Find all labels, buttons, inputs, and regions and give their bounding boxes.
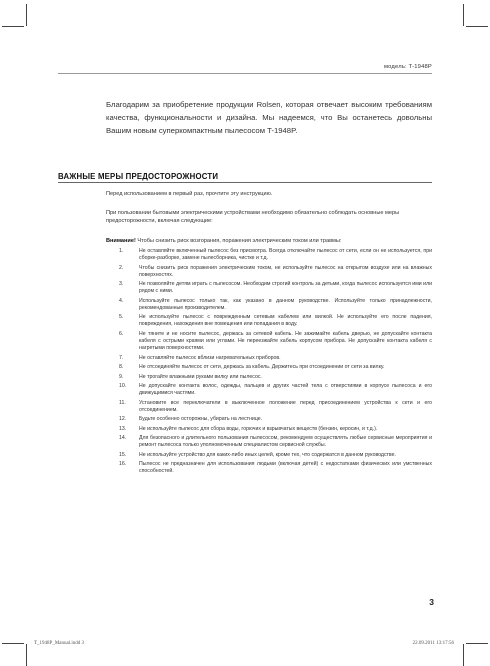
list-item (106, 452, 432, 459)
list-item-number: 5. (119, 314, 124, 321)
precautions-list (106, 248, 432, 478)
footer-timestamp: 22.09.2011 13:17:56 (412, 641, 454, 646)
list-item-text: Будьте особенно осторожны, убирать на лестнице. (139, 416, 263, 423)
list-item-number: 1. (119, 248, 124, 254)
intro-paragraph-1: Перед использованием в первый раз, прочтите эту инструкцию. (106, 191, 273, 197)
list-item-text: Не отсоединяйте пылесос от сети, держась за кабель. Держитесь при отсоединении от сети за вилку. (139, 364, 385, 371)
list-item-number: 12. (119, 416, 127, 423)
list-item (106, 298, 432, 312)
list-item-text: Установите все переключатели в выключенное положение перед присоединением устройства к сети и его отсоединением. (139, 399, 432, 413)
crop-mark (26, 4, 27, 26)
list-item-text: Не используйте устройство для каких-либо иных целей, кроме тех, что содержатся в данном руководстве. (139, 451, 396, 458)
list-item (106, 281, 432, 295)
list-item (106, 400, 432, 414)
list-item (106, 426, 432, 433)
list-item-text: Не допускайте контакта волос, одежды, пальцев и других частей тела с отверстиями в корпусе пылесоса и его движущимися частями. (139, 383, 432, 397)
thanks-paragraph: Благодарим за приобретение продукции Rolsen, которая отвечает высоким требованиям качества, функциональности и дизайна. Мы надеемся, что Вы останетесь довольны Вашим новым суперкомпактным пылесосом T-1948P. (106, 100, 432, 135)
list-item (106, 374, 432, 381)
list-item-number: 10. (119, 383, 127, 390)
page-number: 3 (429, 597, 434, 607)
list-item-text: Не используйте пылесос с поврежденным сетевым кабелем или вилкой. Не используйте его после падения, повреждения, нахождения вне помещения или попадания в воду. (139, 314, 432, 328)
list-item-text: Используйте пылесос только так, как указано в данном руководстве. Используйте только принадлежности, рекомендованные производителем. (139, 297, 432, 311)
list-item (106, 314, 432, 328)
list-item-text: Не оставляйте включенный пылесос без присмотра. Всегда отключайте пылесос от сети, если он не используется, при сборке-разборке, замене пылесборника, чистке и т.д. (139, 248, 432, 262)
list-item-number: 3. (119, 281, 124, 288)
list-item (106, 416, 432, 423)
crop-mark (2, 643, 24, 644)
crop-mark (26, 644, 27, 666)
list-item-number: 16. (119, 461, 127, 468)
list-item-text: Не оставляйте пылесос вблизи нагревательных приборов. (139, 354, 281, 361)
list-item-text: Пылесос не предназначен для использования людьми (включая детей) с недостатками физических или умственных способностей. (139, 461, 432, 475)
list-item-number: 11. (119, 399, 126, 406)
header-divider (58, 73, 432, 74)
list-item-number: 15. (119, 451, 127, 458)
list-item (106, 383, 432, 397)
list-item (106, 355, 432, 362)
list-item-number: 9. (119, 373, 124, 380)
list-item-text: Не трогайте влажными руками вилку или пылесос. (139, 373, 262, 380)
list-item-text: Не позволяйте детям играть с пылесосом. Необходим строгий контроль за детьми, когда пылесос используется ими или рядом с ними. (139, 281, 432, 295)
intro-paragraph-2: При пользовании бытовыми электрическими устройствами необходимо обязательно соблюдать основные меры предосторожности, включая следующие: (106, 210, 400, 224)
section-title: ВАЖНЫЕ МЕРЫ ПРЕДОСТОРОЖНОСТИ (58, 172, 219, 181)
list-item (106, 461, 432, 475)
warning-text: Чтобы снизить риск возгорания, поражения электрическим током или травмы: (135, 238, 342, 244)
list-item (106, 265, 432, 279)
warning-paragraph (106, 237, 432, 245)
section-divider (58, 182, 432, 183)
list-item (106, 364, 432, 371)
list-item-number: 14. (119, 435, 127, 442)
model-label: модель: T-1948P (383, 64, 432, 70)
list-item-number: 13. (119, 425, 127, 432)
crop-mark (466, 26, 488, 27)
warning-label: Внимание! (106, 238, 136, 244)
list-item-text: Не тяните и не носите пылесос, держась за сетевой кабель. Не зажимайте кабель дверью, не допускайте контакта кабеля с острыми краями или углами. Не переезжайте кабель корпусом прибора. Не допускайте контакта кабеля с нагретыми поверхностями. (139, 330, 432, 352)
list-item (106, 248, 432, 262)
list-item-number: 7. (119, 354, 124, 361)
list-item (106, 435, 432, 449)
crop-mark (466, 643, 488, 644)
list-item-number: 2. (119, 264, 124, 271)
list-item-text: Для безопасного и длительного пользования пылесосом, рекомендуем осуществлять любые сервисные мероприятия и ремонт пылесоса только уполномоченным специалистом сервисной службы. (139, 435, 432, 449)
crop-mark (463, 4, 464, 26)
crop-mark (2, 26, 24, 27)
crop-mark (463, 644, 464, 666)
list-item-text: Не используйте пылесос для сбора воды, горючих и взрывчатых веществ (бензин, керосин, и т.д.). (139, 425, 378, 432)
list-item-number: 8. (119, 364, 124, 371)
list-item (106, 331, 432, 352)
list-item-number: 4. (119, 297, 124, 304)
footer-file-name: T_1948P_Manual.indd 3 (34, 641, 84, 646)
list-item-text: Чтобы снизить риск поражения электрическим током, не используйте пылесос на открытом воздухе или на влажных поверхностях. (139, 264, 432, 278)
list-item-number: 6. (119, 330, 124, 337)
